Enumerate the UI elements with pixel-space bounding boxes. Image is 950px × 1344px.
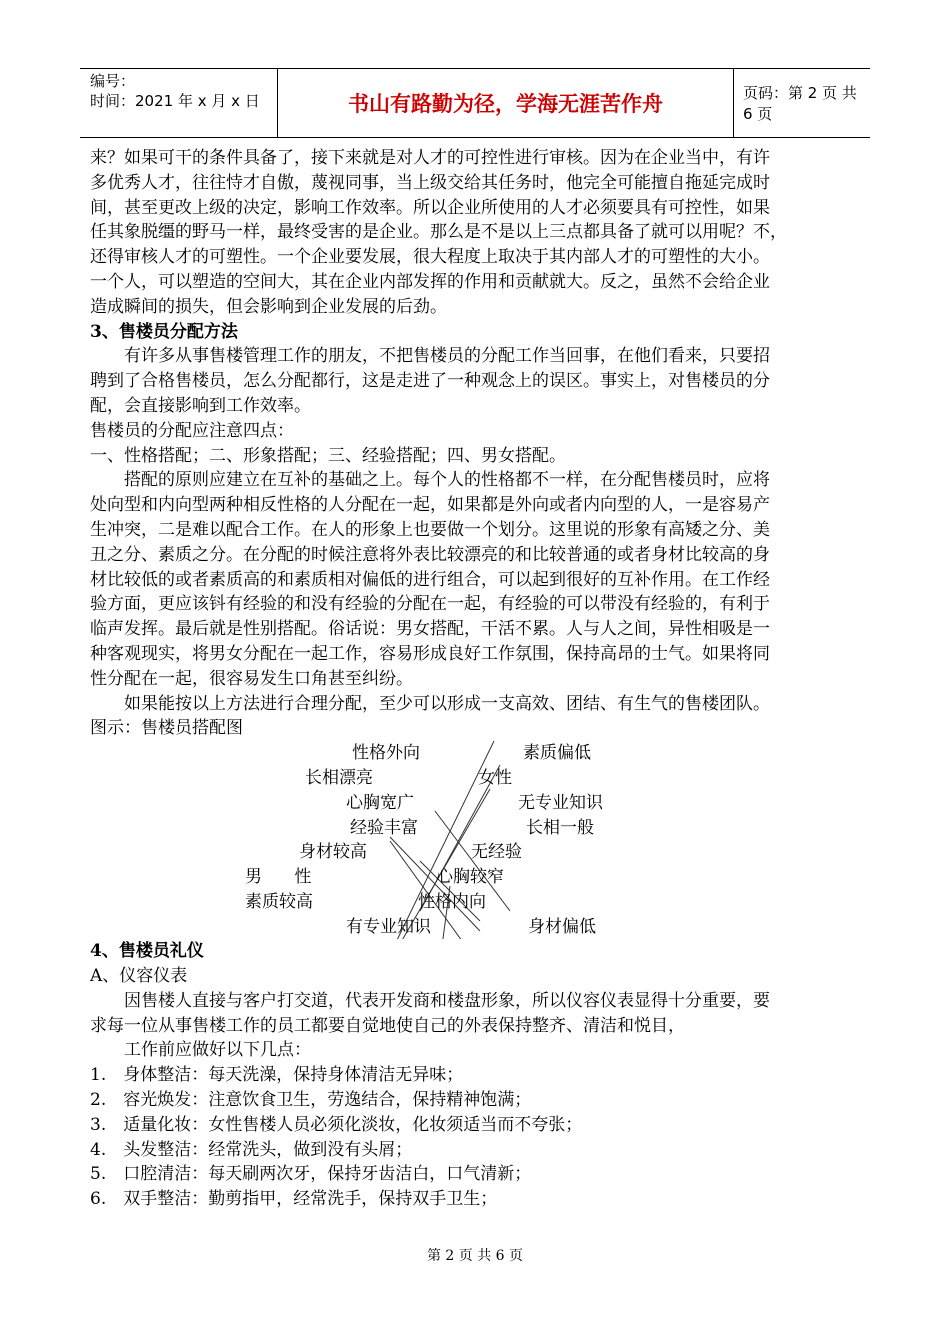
text-line: 造成瞬间的损失，但会影响到企业发展的后劲。 [90,296,447,317]
text-line: 材比较低的或者素质高的和素质相对偏低的进行组合，可以起到很好的互补作用。在工作经 [90,569,770,590]
text-line: 搭配的原则应建立在互补的基础之上。每个人的性格都不一样，在分配售楼员时，应将 [124,470,770,491]
page-header [80,68,870,138]
text-line: 工作前应做好以下几点： [124,1040,311,1061]
text-line: 聘到了合格售楼员，怎么分配都行，这是走进了一种观念上的误区。事实上，对售楼员的分 [90,371,770,392]
list-item: 2. 容光焕发：注意饮食卫生，劳逸结合，保持精神饱满； [90,1089,532,1110]
diagram-label: 经验丰富 [350,817,418,838]
doc-number-label: 编号： [90,72,136,90]
text-line: 任其象脱缰的野马一样，最终受害的是企业。那么是不是以上三点都具备了就可以用呢？不， [90,222,787,243]
text-line: 来？如果可干的条件具备了，接下来就是对人才的可控性进行审核。因为在企业当中，有许 [90,148,770,168]
text-line: 一个人，可以塑造的空间大，其在企业内部发挥的作用和贡献就大。反之，虽然不会给企业 [90,271,770,292]
text-line: 售楼员的分配应注意四点： [90,420,294,441]
list-item: 5. 口腔清洁：每天刷两次牙，保持牙齿洁白，口气清新； [90,1164,532,1185]
diagram-title: 图示：售楼员搭配图 [90,718,243,739]
text-line: 临声发挥。最后就是性别搭配。俗话说：男女搭配，干活不累。人与人之间，异性相吸是一 [90,619,770,640]
text-line: 验方面，更应该钭有经验的和没有经验的分配在一起，有经验的可以带没有经验的，有利于 [90,594,770,615]
diagram-label: 心胸较窄 [436,867,504,888]
text-line: 性分配在一起，很容易发生口角甚至纠纷。 [90,668,413,689]
text-line: 如果能按以上方法进行合理分配，至少可以形成一支高效、团结、有生气的售楼团队。 [124,693,770,714]
paragraph-appearance [90,989,870,1039]
grooming-list [90,1063,870,1212]
list-item: 1. 身体整洁：每天洗澡，保持身体清洁无异味； [90,1065,464,1086]
doc-time-label: 时间：2021 年 x 月 x 日 [90,92,260,110]
text-line: 生冲突，二是难以配合工作。在人的形象上也要做一个划分。这里说的形象有高矮之分、美 [90,519,770,540]
diagram-label: 长相一般 [526,817,594,838]
diagram-label: 无专业知识 [518,792,603,813]
diagram-label: 长相漂亮 [305,767,373,788]
diagram-label: 素质较高 [245,891,313,912]
text-line: 配，会直接影响到工作效率。 [90,395,311,416]
text-line: 一、性格搭配；二、形象搭配；三、经验搭配；四、男女搭配。 [90,445,566,466]
header-meta [80,69,278,137]
document-body [90,146,870,1212]
subsection-heading-a: A、仪容仪表 [90,965,188,986]
diagram-label: 有专业知识 [346,916,431,937]
text-line: 间，甚至更改上级的决定，影响工作效率。所以企业所使用的人才必须要具有可控性，如果 [90,197,770,218]
matching-diagram [90,741,870,939]
list-item: 3. 适量化妆：女性售楼人员必须化淡妆，化妆须适当而不夸张； [90,1114,583,1135]
text-line: 处向型和内向型两种相反性格的人分配在一起，如果都是外向或者内向型的人，一是容易产 [90,495,770,516]
paragraph-talent-review [90,146,870,320]
list-item: 4. 头发整洁：经常洗头，做到没有头屑； [90,1139,413,1160]
text-line: 因售楼人直接与客户打交道，代表开发商和楼盘形象，所以仪容仪表显得十分重要，要 [124,990,770,1011]
text-line: 种客观现实，将男女分配在一起工作，容易形成良好工作氛围，保持高昂的士气。如果将同 [90,643,770,664]
page-footer: 第 2 页 共 6 页 [426,1248,524,1264]
diagram-label: 身材较高 [299,842,367,863]
header-page-info: 页码：第 2 页 共 6 页 [743,84,857,123]
diagram-label: 男 性 [245,867,312,888]
diagram-label: 身材偏低 [528,916,596,937]
diagram-label: 心胸宽广 [346,792,414,813]
text-line: 多优秀人才，往往恃才自傲，蔑视同事，当上级交给其任务时，他完全可能擅自拖延完成时 [90,172,770,193]
diagram-label: 女性 [478,767,512,788]
diagram-label: 无经验 [471,842,522,863]
section-heading-3: 3、售楼员分配方法 [90,321,238,342]
text-line: 还得审核人才的可塑性。一个企业要发展，很大程度上取决于其内部人才的可塑性的大小。 [90,247,770,268]
text-line: 有许多从事售楼管理工作的朋友，不把售楼员的分配工作当回事，在他们看来，只要招 [124,346,770,367]
section-heading-4: 4、售楼员礼仪 [90,941,204,962]
list-item: 6. 双手整洁：勤剪指甲，经常洗手，保持双手卫生； [90,1189,498,1210]
header-motto: 书山有路勤为径，学海无涯苦作舟 [278,69,734,137]
paragraph-matching-principle [90,468,870,691]
text-line: 丑之分、素质之分。在分配的时候注意将外表比较漂亮的和比较普通的或者身材比较高的身 [90,544,770,565]
diagram-label: 性格内向 [418,891,486,912]
text-line: 求每一位从事售楼工作的员工都要自觉地使自己的外表保持整齐、清洁和悦目， [90,1015,685,1036]
paragraph-allocation-intro [90,344,870,418]
diagram-label: 素质偏低 [523,743,591,764]
diagram-label: 性格外向 [352,743,420,764]
